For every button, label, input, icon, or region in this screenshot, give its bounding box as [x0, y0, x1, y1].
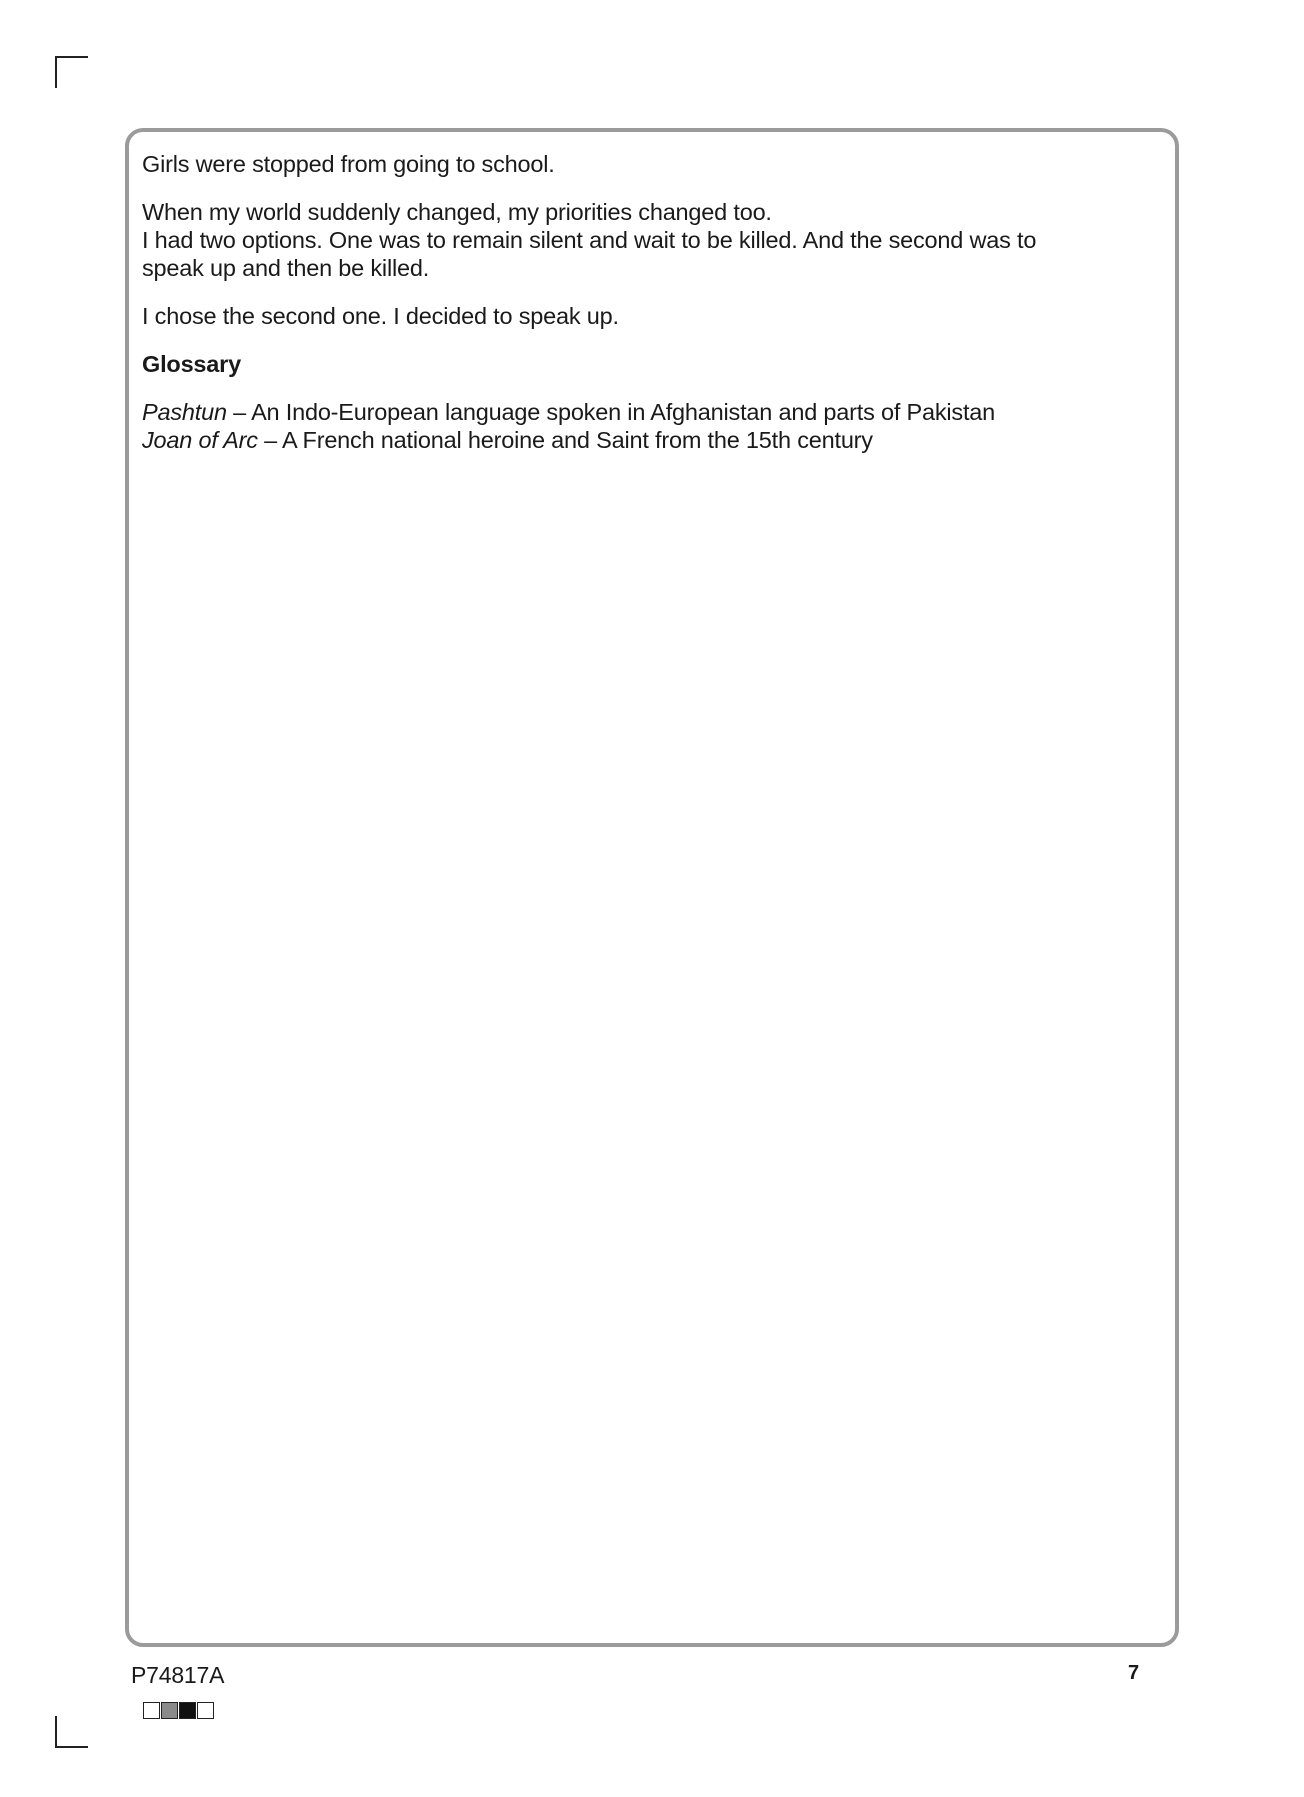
glossary-term: Pashtun — [142, 399, 227, 425]
crop-mark-top-left — [55, 56, 88, 58]
glossary-definition: – A French national heroine and Saint from the 15th century — [257, 427, 873, 453]
barcode-square — [197, 1702, 214, 1719]
glossary-heading: Glossary — [142, 351, 241, 377]
passage-paragraph: Girls were stopped from going to school. — [142, 151, 555, 177]
passage-line: When my world suddenly changed, my priorities changed too. — [142, 199, 772, 225]
paper-code: P74817A — [131, 1662, 225, 1688]
page-barcode — [143, 1702, 215, 1719]
passage-line: I had two options. One was to remain silent and wait to be killed. And the second was to speak up and then be killed. — [142, 227, 1037, 281]
passage-paragraph — [142, 198, 1142, 282]
glossary-entry — [142, 426, 1142, 454]
barcode-square — [161, 1702, 178, 1719]
glossary-term: Joan of Arc — [142, 427, 258, 453]
crop-mark-bottom-left — [55, 1746, 88, 1748]
source-text-content — [142, 150, 1142, 474]
barcode-square — [143, 1702, 160, 1719]
glossary-definition: – An Indo-European language spoken in Afghanistan and parts of Pakistan — [226, 399, 996, 425]
barcode-square — [179, 1702, 196, 1719]
glossary-list — [142, 398, 1142, 454]
crop-mark-top-left — [55, 56, 57, 88]
crop-mark-bottom-left — [55, 1716, 57, 1748]
glossary-entry — [142, 398, 1142, 426]
page-number: 7 — [1128, 1662, 1140, 1684]
passage-paragraph: I chose the second one. I decided to speak up. — [142, 303, 619, 329]
